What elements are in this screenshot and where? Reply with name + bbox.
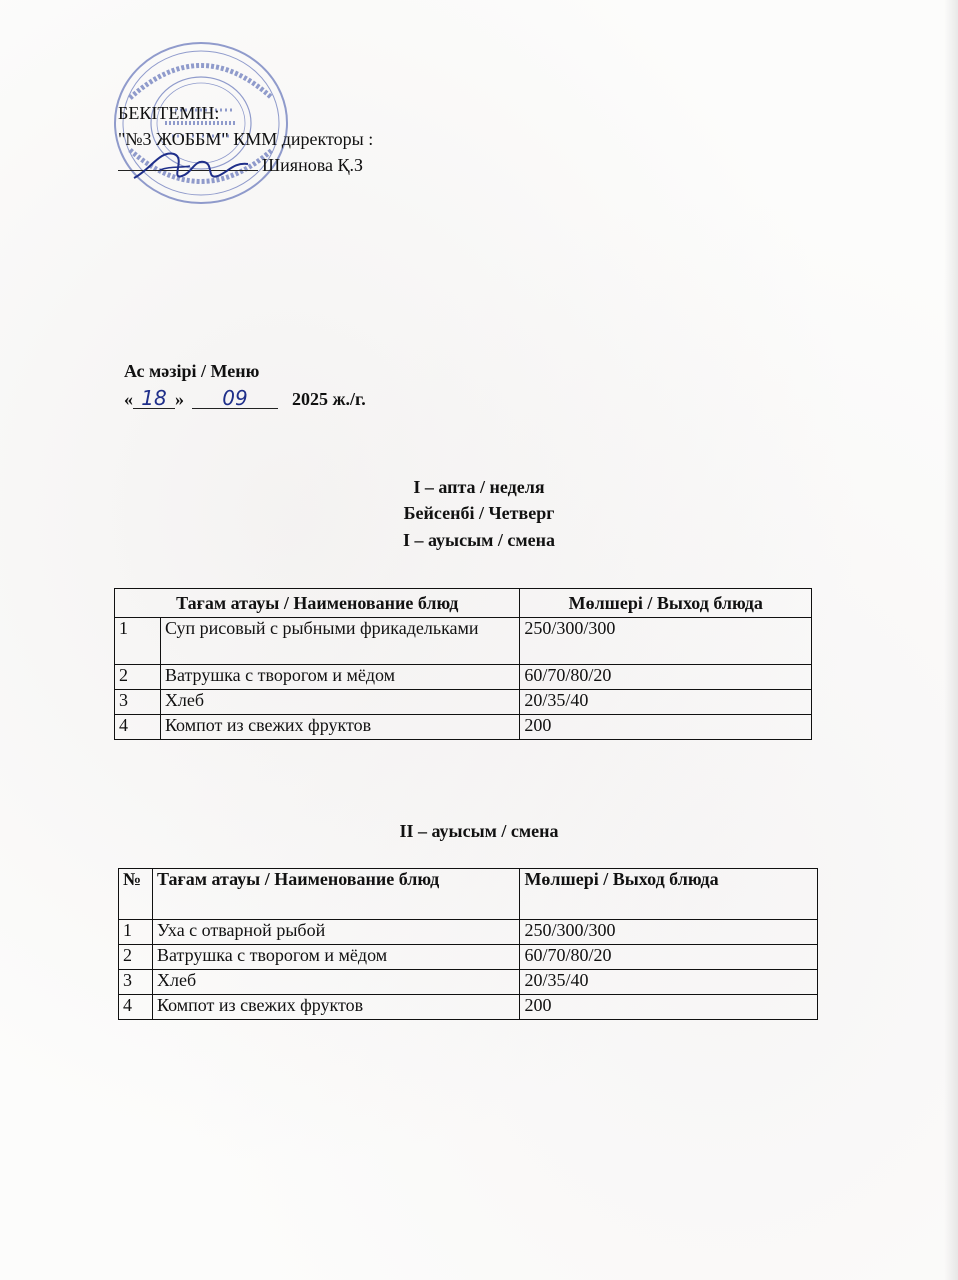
page-edge-shadow <box>944 0 958 1280</box>
director-name: Шиянова Қ.З <box>262 155 363 175</box>
dish-output: 250/300/300 <box>520 618 812 665</box>
dish-output: 60/70/80/20 <box>520 945 818 970</box>
dish-name: Компот из свежих фруктов <box>160 715 519 740</box>
table-row <box>115 690 812 715</box>
row-number: 4 <box>119 995 153 1020</box>
row-number: 3 <box>115 690 161 715</box>
row-number: 2 <box>115 665 161 690</box>
date-month-handwritten: 09 <box>192 388 278 409</box>
menu-title: Ас мәзірі / Меню <box>124 361 260 381</box>
column-header-output: Мөлшері / Выход блюда <box>520 869 818 920</box>
table-row <box>119 970 818 995</box>
handwritten-signature <box>130 140 255 190</box>
table-row <box>115 618 812 665</box>
table-row <box>119 945 818 970</box>
dish-output: 250/300/300 <box>520 920 818 945</box>
dish-name: Хлеб <box>152 970 519 995</box>
dish-name: Хлеб <box>160 690 519 715</box>
dish-output: 60/70/80/20 <box>520 665 812 690</box>
dish-output: 200 <box>520 715 812 740</box>
row-number: 1 <box>115 618 161 665</box>
shift2-heading: II – ауысым / смена <box>399 821 559 841</box>
table-header-row <box>115 589 812 618</box>
row-number: 1 <box>119 920 153 945</box>
row-number: 2 <box>119 945 153 970</box>
dish-name: Ватрушка с творогом и мёдом <box>152 945 519 970</box>
table-header-row <box>119 869 818 920</box>
menu-date <box>124 385 366 413</box>
date-day-handwritten: 18 <box>133 388 175 409</box>
table-row <box>119 995 818 1020</box>
dish-name: Уха с отварной рыбой <box>152 920 519 945</box>
weekday-heading: Бейсенбі / Четверг <box>403 503 555 523</box>
table-row <box>115 665 812 690</box>
shift1-menu-table <box>114 588 812 740</box>
dish-output: 20/35/40 <box>520 970 818 995</box>
dish-name: Ватрушка с творогом и мёдом <box>160 665 519 690</box>
shift2-menu-table <box>118 868 818 1020</box>
column-header-number: № <box>119 869 153 920</box>
dish-output: 200 <box>520 995 818 1020</box>
shift1-heading: I – ауысым / смена <box>402 530 556 550</box>
column-header-dish: Тағам атауы / Наименование блюд <box>152 869 519 920</box>
row-number: 4 <box>115 715 161 740</box>
column-header-output: Мөлшері / Выход блюда <box>520 589 812 618</box>
row-number: 3 <box>119 970 153 995</box>
column-header-dish: Тағам атауы / Наименование блюд <box>115 589 520 618</box>
table-row <box>115 715 812 740</box>
table-row <box>119 920 818 945</box>
date-close-quote: » <box>175 389 184 409</box>
date-open-quote: « <box>124 389 133 409</box>
approval-org-line: "№3 ЖОББМ" КММ директоры : <box>118 129 374 149</box>
date-year: 2025 ж./г. <box>292 389 366 409</box>
approval-title: БЕКІТЕМІН: <box>118 103 220 123</box>
dish-name: Компот из свежих фруктов <box>152 995 519 1020</box>
dish-name: Суп рисовый с рыбными фрикадельками <box>160 618 519 665</box>
menu-header <box>124 357 366 413</box>
week-heading: I – апта / неделя <box>413 477 545 497</box>
dish-output: 20/35/40 <box>520 690 812 715</box>
